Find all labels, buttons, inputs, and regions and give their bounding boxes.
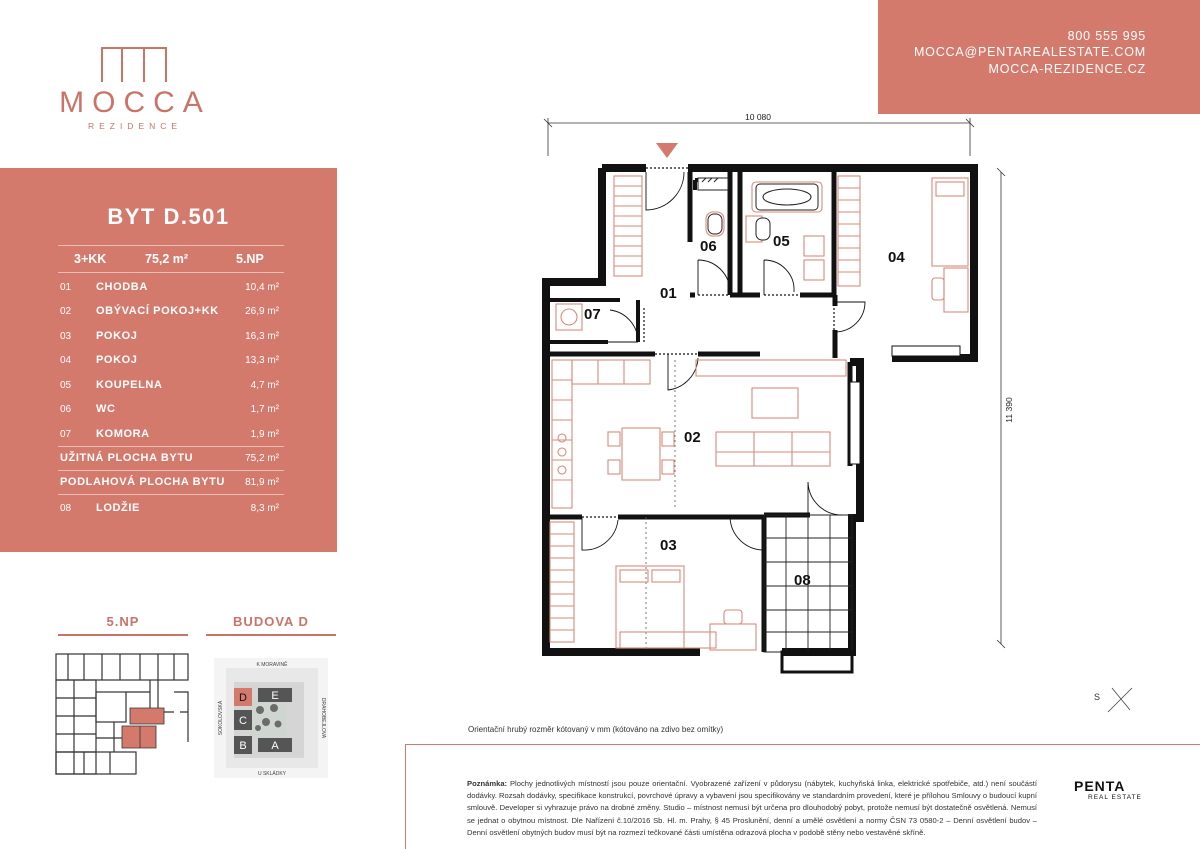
street-south: U SKLÁDKY <box>257 771 287 777</box>
developer-subtitle: REAL ESTATE <box>1088 794 1142 801</box>
room-label-05: 05 <box>773 233 790 250</box>
divider <box>58 272 284 273</box>
room-number: 05 <box>60 380 72 391</box>
apartment-info-panel <box>0 168 337 552</box>
room-area: 1,7 m² <box>250 404 279 415</box>
room-number: 02 <box>60 306 72 317</box>
street-east: DRAHOBEJLOVA <box>320 697 326 739</box>
sanitary-fixtures <box>698 178 818 240</box>
dimension-note: Orientační hrubý rozměr kótovaný v mm (kótováno na zdivo bez omítky) <box>468 725 724 734</box>
block-label-b: B <box>239 740 247 752</box>
room-area: 10,4 m² <box>245 282 279 293</box>
compass-icon <box>1090 684 1138 716</box>
street-west: SOKOLOVSKÁ <box>218 700 224 736</box>
room-label-04: 04 <box>888 249 905 266</box>
contact-website[interactable]: MOCCA-REZIDENCE.CZ <box>988 62 1146 76</box>
room-label-08: 08 <box>794 572 811 589</box>
room-number: 08 <box>60 503 72 514</box>
remark-body: Plochy jednotlivých místností jsou pouze orientační. Vyobrazené zařízení v půdorysu (nábytek, kuchyňská linka, elektrické spotřebiče, atd.) není součástí dodávky. Rozsah dodávky, specifikace konstrukcí, povrchové úpravy a vybavení jsou specifikovány ve standardním provedení, které je přílohou Smlouvy o budoucí kupní smlouvě. Developer si vyhrazuje právo na drobné změny. Studio – místnost nemusí být určena pro dlouhodobý pobyt, protože nemusí být dostatečně osvětlená. Nemusí se jednat o obytnou místnost. Dle Nařízení č.10/2016 Sb. Hl. m. Prahy, § 45 Proslunění, denní a umělé osvětlení a normy ČSN 73 0580-2 – Denní osvětlení budov – Denní osvětlení obytných budov musí být na rozmezí tečkované části umístěna odrazová plocha v podobě stěny nebo vestavěné skříně. <box>467 779 1037 837</box>
room-number: 01 <box>60 282 72 293</box>
block-label-a: A <box>271 740 279 752</box>
divider <box>58 494 284 495</box>
room-name: LODŽIE <box>96 502 140 514</box>
apartment-floor: 5.NP <box>236 252 264 266</box>
floor-plan <box>520 110 1040 710</box>
divider <box>206 634 336 636</box>
room-name: POKOJ <box>96 354 138 366</box>
floor-area-value: 81,9 m² <box>245 477 279 488</box>
windows <box>850 346 960 464</box>
room-name: KOUPELNA <box>96 379 163 391</box>
walls <box>546 168 974 652</box>
street-north: K MORAVINĚ <box>256 662 288 668</box>
apartment-title: BYT D.501 <box>107 204 230 229</box>
apartment-layout: 3+KK <box>74 252 107 266</box>
block-label-c: C <box>239 715 247 727</box>
divider <box>58 446 284 447</box>
dimension-height: 11 390 <box>1004 397 1014 423</box>
room-name: POKOJ <box>96 330 138 342</box>
divider <box>58 634 188 636</box>
usable-area-value: 75,2 m² <box>245 453 279 464</box>
block-label-d: D <box>239 692 247 704</box>
contact-phone[interactable]: 800 555 995 <box>1067 29 1146 43</box>
remark-label: Poznámka: <box>467 779 508 788</box>
room-name: KOMORA <box>96 428 150 440</box>
room-area: 16,3 m² <box>245 331 279 342</box>
contact-email[interactable]: MOCCA@PENTAREALESTATE.COM <box>913 45 1146 59</box>
north-label: S <box>1094 692 1101 702</box>
room-area: 8,3 m² <box>250 503 279 514</box>
block-label-e: E <box>271 690 279 702</box>
room-area: 1,9 m² <box>250 429 279 440</box>
usable-area-label: UŽITNÁ PLOCHA BYTU <box>60 452 194 464</box>
room-area: 26,9 m² <box>245 306 279 317</box>
room-number: 03 <box>60 331 72 342</box>
divider <box>58 245 284 246</box>
room-name: WC <box>96 403 116 415</box>
room-label-01: 01 <box>660 285 677 302</box>
room-label-03: 03 <box>660 537 677 554</box>
room-label-06: 06 <box>700 238 717 255</box>
room-area: 4,7 m² <box>250 380 279 391</box>
floor-area-label: PODLAHOVÁ PLOCHA BYTU <box>60 476 225 488</box>
room-name: CHODBA <box>96 281 148 293</box>
room-label-02: 02 <box>684 429 701 446</box>
building-key-map <box>214 658 328 778</box>
room-area: 13,3 m² <box>245 355 279 366</box>
building-key-title: BUDOVA D <box>233 614 309 629</box>
furniture <box>550 176 968 650</box>
developer-logo: PENTA <box>1074 778 1126 794</box>
dimension-width: 10 080 <box>745 112 771 122</box>
brand-name: MOCCA <box>59 86 211 119</box>
contact-panel <box>878 0 1200 114</box>
room-number: 04 <box>60 355 72 366</box>
room-name: OBÝVACÍ POKOJ+KK <box>96 305 219 317</box>
room-number: 06 <box>60 404 72 415</box>
divider <box>58 470 284 471</box>
remark-text <box>467 778 1037 839</box>
room-label-07: 07 <box>584 306 601 323</box>
mocca-logo-mark <box>100 46 168 84</box>
floor-key-title: 5.NP <box>106 614 140 629</box>
entrance-marker <box>656 143 678 158</box>
room-number: 07 <box>60 429 72 440</box>
brand-subtitle: REZIDENCE <box>87 121 183 131</box>
apartment-area: 75,2 m² <box>145 252 189 266</box>
floor-key-plan <box>54 652 194 776</box>
